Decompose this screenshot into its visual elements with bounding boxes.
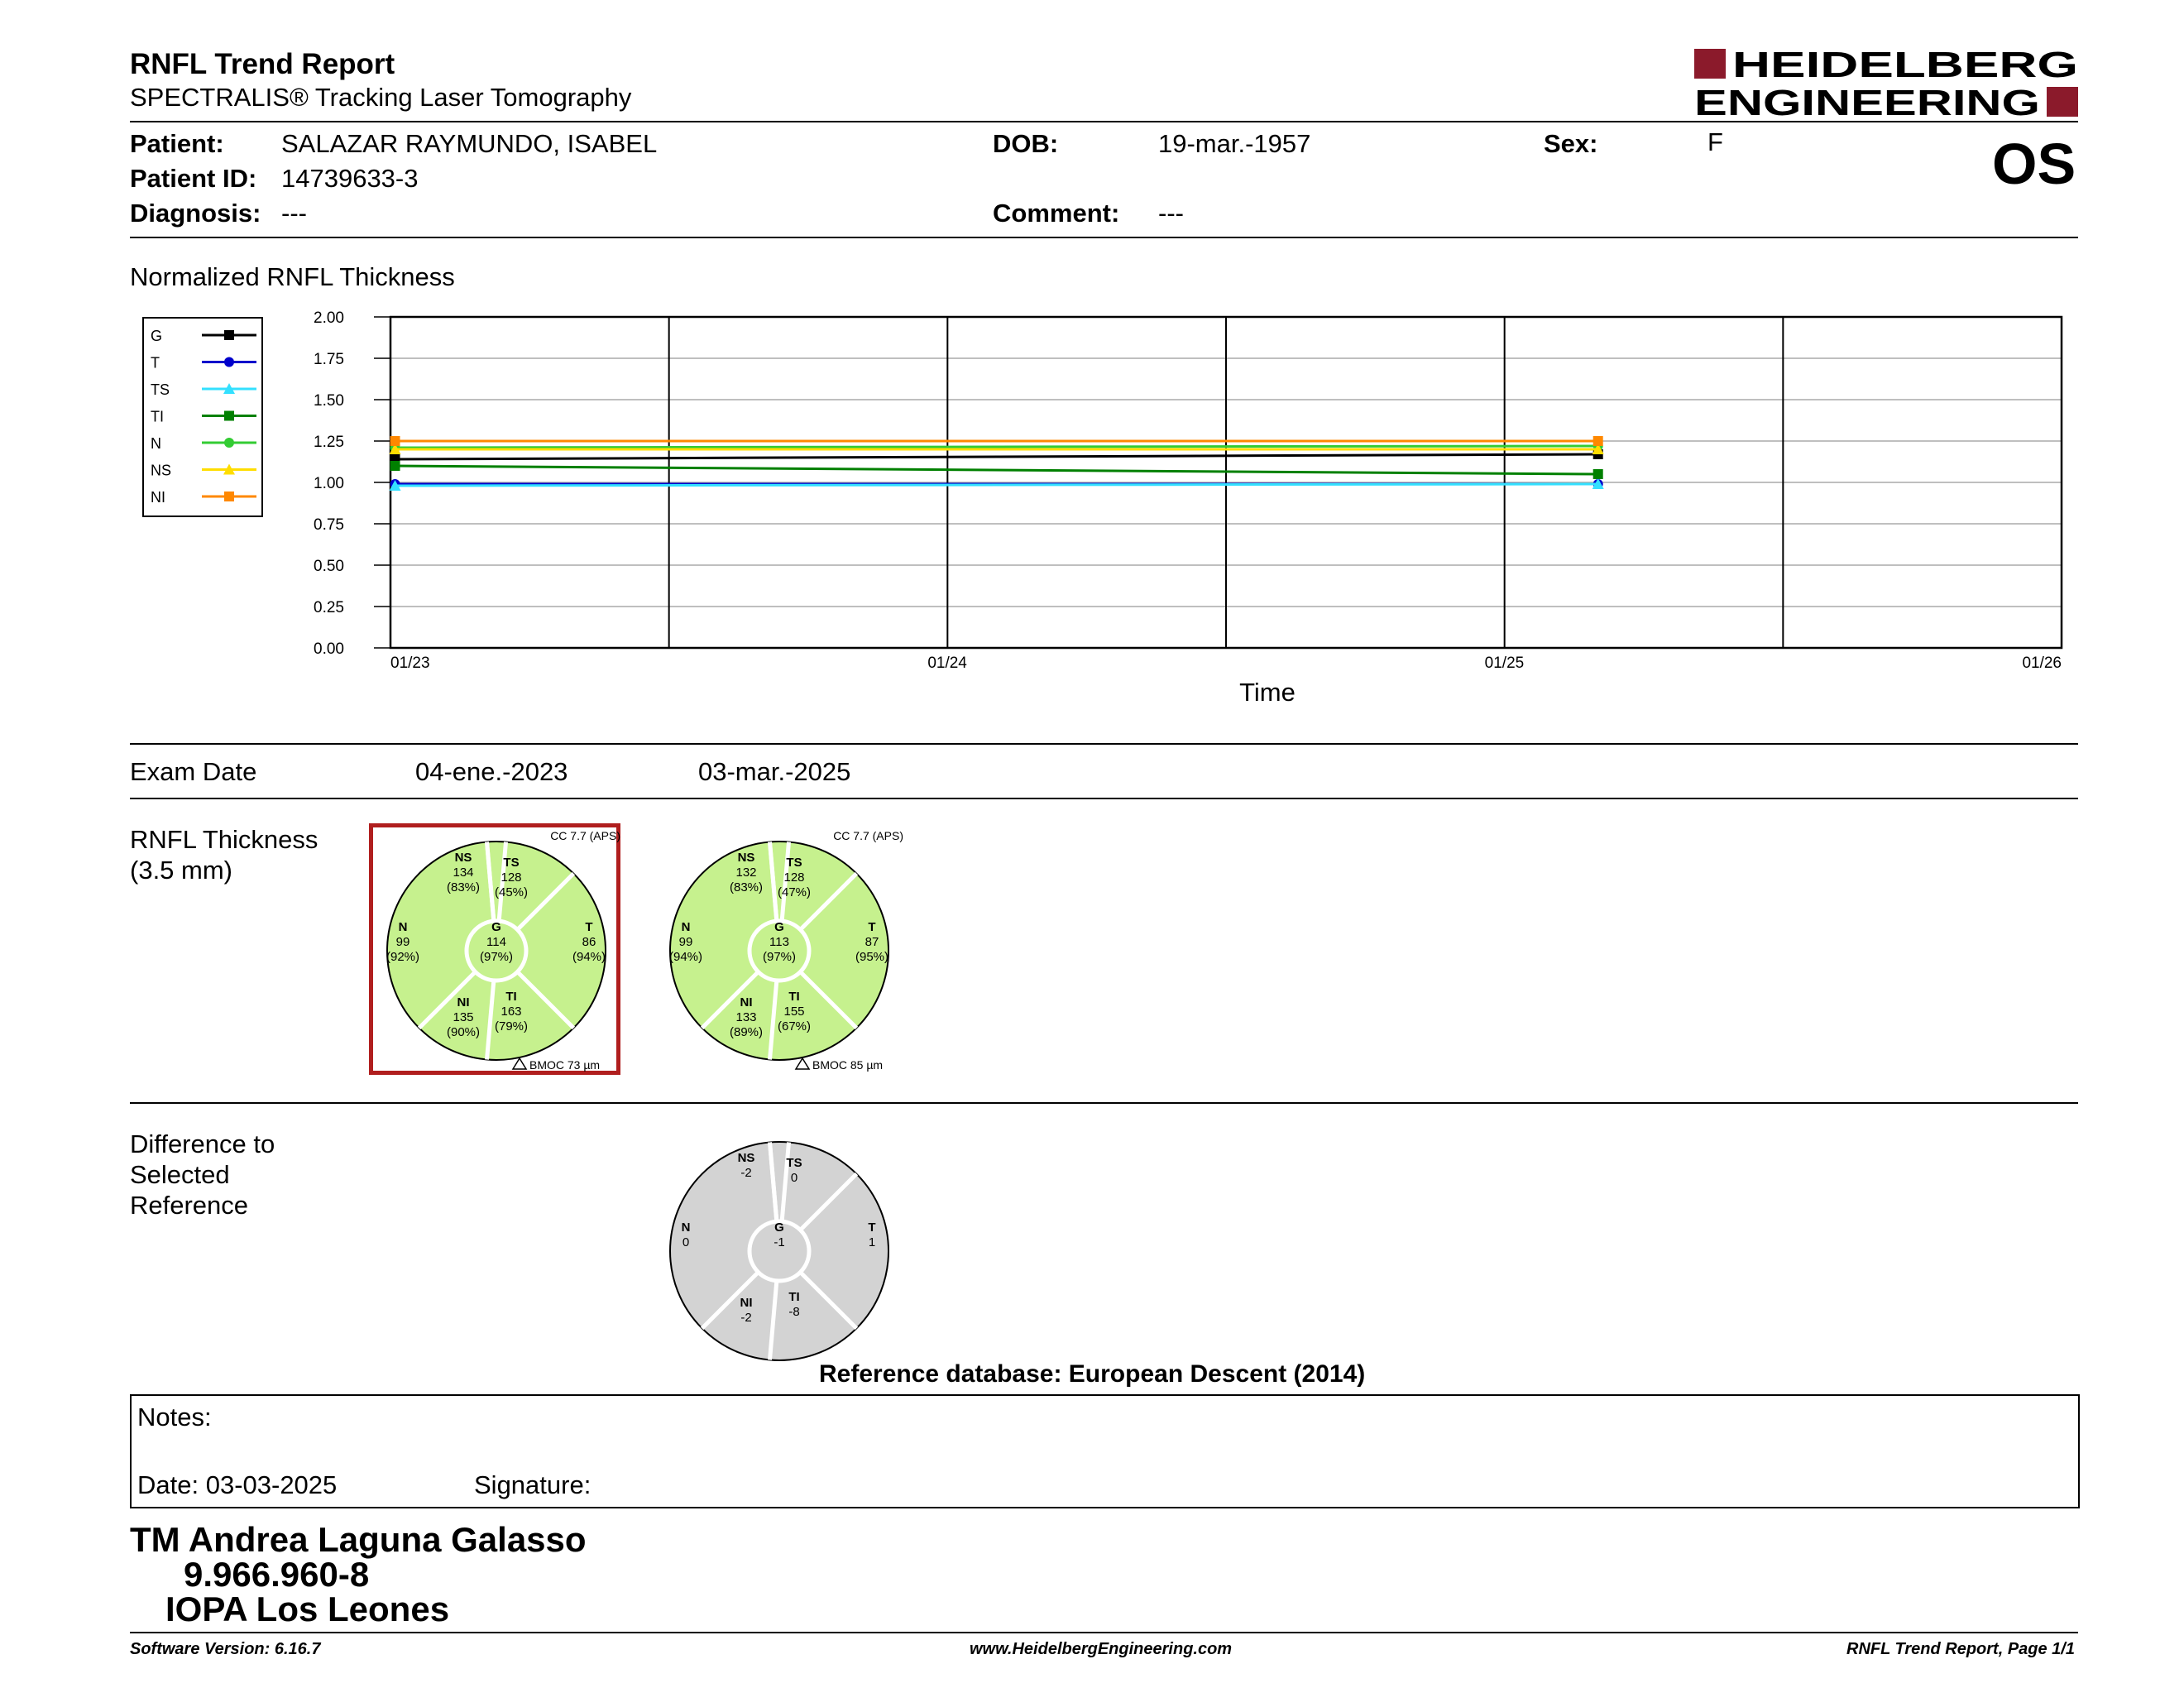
legend-label-g: G — [151, 328, 163, 344]
sector-n-name: N — [681, 920, 691, 934]
sector-ti-name: TI — [788, 1290, 800, 1304]
delta-icon — [513, 1058, 526, 1069]
y-tick-label: 1.50 — [314, 392, 344, 410]
exam-divider-bottom — [130, 798, 2078, 799]
sector-ns-value: (83%) — [729, 880, 764, 894]
sector-ni-value: (89%) — [729, 1025, 764, 1039]
sector-g-name: G — [491, 920, 501, 934]
sector-ti-value: -8 — [788, 1305, 800, 1319]
difference-label-line3: Reference — [130, 1191, 249, 1220]
heidelberg-logo — [1694, 46, 2080, 120]
sector-ts-value: 0 — [790, 1171, 798, 1185]
notes-date: Date: 03-03-2025 — [137, 1470, 338, 1499]
sector-n-name: N — [681, 1220, 691, 1235]
patient-divider — [130, 237, 2078, 238]
rnfl-circle-exam-2[interactable] — [655, 827, 903, 1075]
legend-marker-t — [224, 357, 234, 367]
patient-id: 14739633-3 — [281, 164, 419, 193]
series-line-ti — [395, 466, 1598, 474]
legend-label-n: N — [151, 435, 161, 452]
exam-date-1: 04-ene.-2023 — [415, 757, 568, 786]
logo-line1: HEIDELBERG — [1732, 46, 2078, 85]
sector-ns-value: 132 — [735, 866, 757, 880]
report-title: RNFL Trend Report — [130, 48, 395, 80]
website-link[interactable]: www.HeidelbergEngineering.com — [970, 1640, 1233, 1658]
cc-label: CC 7.7 (APS) — [833, 829, 903, 842]
sector-ns-value: (83%) — [446, 880, 481, 894]
footer-divider — [130, 1632, 2078, 1633]
stamp-line2: 9.966.960-8 — [184, 1555, 370, 1594]
legend-marker-n — [224, 438, 234, 448]
exam-date-label: Exam Date — [130, 757, 257, 786]
sector-ts-value: (47%) — [777, 885, 812, 899]
sex-label: Sex: — [1544, 129, 1598, 158]
sector-t-value: (95%) — [855, 950, 889, 964]
page-number: RNFL Trend Report, Page 1/1 — [1846, 1640, 2075, 1658]
sector-t-name: T — [585, 920, 593, 934]
exam-divider-top — [130, 743, 2078, 745]
rnfl-thickness-label-line2: (3.5 mm) — [130, 856, 232, 885]
trend-legend — [142, 317, 263, 517]
difference-label-line2: Selected — [130, 1160, 230, 1189]
sector-ti-name: TI — [505, 990, 517, 1004]
y-tick-label: 0.00 — [314, 640, 344, 658]
stamp-line1: TM Andrea Laguna Galasso — [130, 1520, 587, 1559]
legend-label-ns: NS — [151, 462, 172, 479]
sector-ni-value: 133 — [735, 1010, 757, 1024]
trend-section-title: Normalized RNFL Thickness — [130, 262, 455, 291]
diagnosis-label: Diagnosis: — [130, 199, 261, 228]
software-version: Software Version: 6.16.7 — [130, 1640, 321, 1658]
x-tick-label: 01/23 — [390, 655, 430, 672]
dob-label: DOB: — [993, 129, 1059, 158]
x-axis-label: Time — [1239, 678, 1296, 707]
notes-label: Notes: — [137, 1403, 212, 1431]
legend-marker-g — [224, 330, 234, 340]
signature-label: Signature: — [474, 1470, 592, 1499]
sector-n-name: N — [398, 920, 408, 934]
legend-marker-ni — [224, 492, 234, 501]
delta-icon — [796, 1058, 809, 1069]
difference-circle — [655, 1127, 903, 1375]
sector-ns-value: 134 — [453, 866, 474, 880]
x-tick-label: 01/26 — [2022, 655, 2062, 672]
sector-ts-name: TS — [786, 1156, 802, 1170]
point-ti — [390, 461, 400, 471]
eye-indicator: OS — [1992, 132, 2076, 196]
sector-ts-value: 128 — [500, 870, 522, 885]
logo-square-bottom — [2047, 87, 2078, 117]
sector-t-name: T — [868, 920, 876, 934]
sector-n-value: 99 — [395, 935, 410, 949]
point-ti — [1593, 469, 1603, 479]
sector-t-name: T — [868, 1220, 876, 1235]
sector-t-value: (94%) — [572, 950, 606, 964]
sector-t-value: 1 — [868, 1235, 876, 1249]
sector-g-value: -1 — [774, 1235, 785, 1249]
rnfl-thickness-label — [130, 824, 318, 885]
report-subtitle: SPECTRALIS® Tracking Laser Tomography — [130, 83, 632, 112]
rnfl-circle-exam-1[interactable] — [372, 827, 620, 1075]
point-ni — [1593, 436, 1603, 446]
x-tick-label: 01/25 — [1484, 655, 1525, 672]
sector-n-value: 0 — [682, 1235, 690, 1249]
sector-g-value: (97%) — [762, 950, 797, 964]
cc-label: CC 7.7 (APS) — [550, 829, 620, 842]
y-tick-label: 1.00 — [314, 475, 344, 492]
sector-ni-name: NI — [740, 1296, 753, 1310]
notes-box[interactable] — [130, 1394, 2080, 1508]
sector-ti-value: (79%) — [494, 1019, 529, 1033]
legend-marker-ti — [224, 411, 234, 421]
legend-label-ti: TI — [151, 408, 164, 425]
sector-ti-value: 163 — [500, 1005, 522, 1019]
y-tick-label: 0.25 — [314, 599, 344, 616]
comment-value: --- — [1158, 199, 1184, 228]
sector-ti-value: 155 — [783, 1005, 805, 1019]
legend-label-ni: NI — [151, 489, 165, 506]
sex-value: F — [1707, 127, 1723, 156]
trend-legend-svg — [142, 317, 263, 517]
sector-g-value: (97%) — [479, 950, 514, 964]
sector-n-value: 99 — [678, 935, 693, 949]
comment-label: Comment: — [993, 199, 1120, 228]
sector-t-value: 87 — [864, 935, 879, 949]
logo-line2: ENGINEERING — [1694, 83, 2040, 120]
sector-g-name: G — [774, 920, 784, 934]
header-divider — [130, 121, 2078, 122]
exam-date-2: 03-mar.-2025 — [698, 757, 851, 786]
legend-label-t: T — [151, 354, 160, 372]
y-tick-label: 2.00 — [314, 309, 344, 327]
sector-ni-value: 135 — [453, 1010, 474, 1024]
sector-ns-name: NS — [737, 1151, 755, 1165]
y-tick-label: 1.75 — [314, 351, 344, 368]
sector-ni-value: -2 — [740, 1311, 752, 1325]
sector-g-value: 113 — [769, 935, 789, 949]
legend-label-ts: TS — [151, 381, 170, 398]
sector-ns-value: -2 — [740, 1166, 752, 1180]
sector-g-value: 114 — [486, 935, 506, 949]
series-line-g — [395, 454, 1598, 459]
trend-chart — [281, 298, 2085, 712]
difference-divider — [130, 1102, 2078, 1104]
difference-label — [130, 1129, 275, 1220]
patient-id-label: Patient ID: — [130, 164, 257, 193]
bmoc-label: BMOC 73 µm — [529, 1058, 601, 1072]
diagnosis-value: --- — [281, 199, 307, 228]
sector-ts-name: TS — [503, 856, 520, 870]
difference-label-line1: Difference to — [130, 1129, 275, 1158]
sector-ts-value: 128 — [783, 870, 805, 885]
reference-database: Reference database: European Descent (2014) — [819, 1360, 1366, 1388]
logo-square-top — [1694, 49, 1726, 79]
sector-ti-value: (67%) — [777, 1019, 812, 1033]
sector-ni-value: (90%) — [446, 1025, 481, 1039]
sector-ni-name: NI — [457, 995, 470, 1009]
sector-n-value: (92%) — [386, 950, 420, 964]
sector-ts-value: (45%) — [494, 885, 529, 899]
y-tick-label: 1.25 — [314, 434, 344, 451]
point-ni — [390, 436, 400, 446]
dob-value: 19-mar.-1957 — [1158, 129, 1311, 158]
sector-ni-name: NI — [740, 995, 753, 1009]
rnfl-thickness-label-line1: RNFL Thickness — [130, 825, 318, 854]
sector-ns-name: NS — [454, 851, 472, 865]
sector-ts-name: TS — [786, 856, 802, 870]
y-tick-label: 0.75 — [314, 516, 344, 534]
series-line-n — [395, 446, 1598, 448]
sector-ns-name: NS — [737, 851, 755, 865]
series-line-ts — [395, 484, 1598, 486]
sector-g-name: G — [774, 1220, 784, 1235]
x-tick-label: 01/24 — [927, 655, 967, 672]
patient-name: SALAZAR RAYMUNDO, ISABEL — [281, 129, 658, 158]
sector-t-value: 86 — [582, 935, 596, 949]
sector-ti-name: TI — [788, 990, 800, 1004]
y-tick-label: 0.50 — [314, 558, 344, 575]
bmoc-label: BMOC 85 µm — [812, 1058, 884, 1072]
stamp-line3: IOPA Los Leones — [165, 1590, 450, 1628]
sector-n-value: (94%) — [668, 950, 703, 964]
patient-name-label: Patient: — [130, 129, 224, 158]
